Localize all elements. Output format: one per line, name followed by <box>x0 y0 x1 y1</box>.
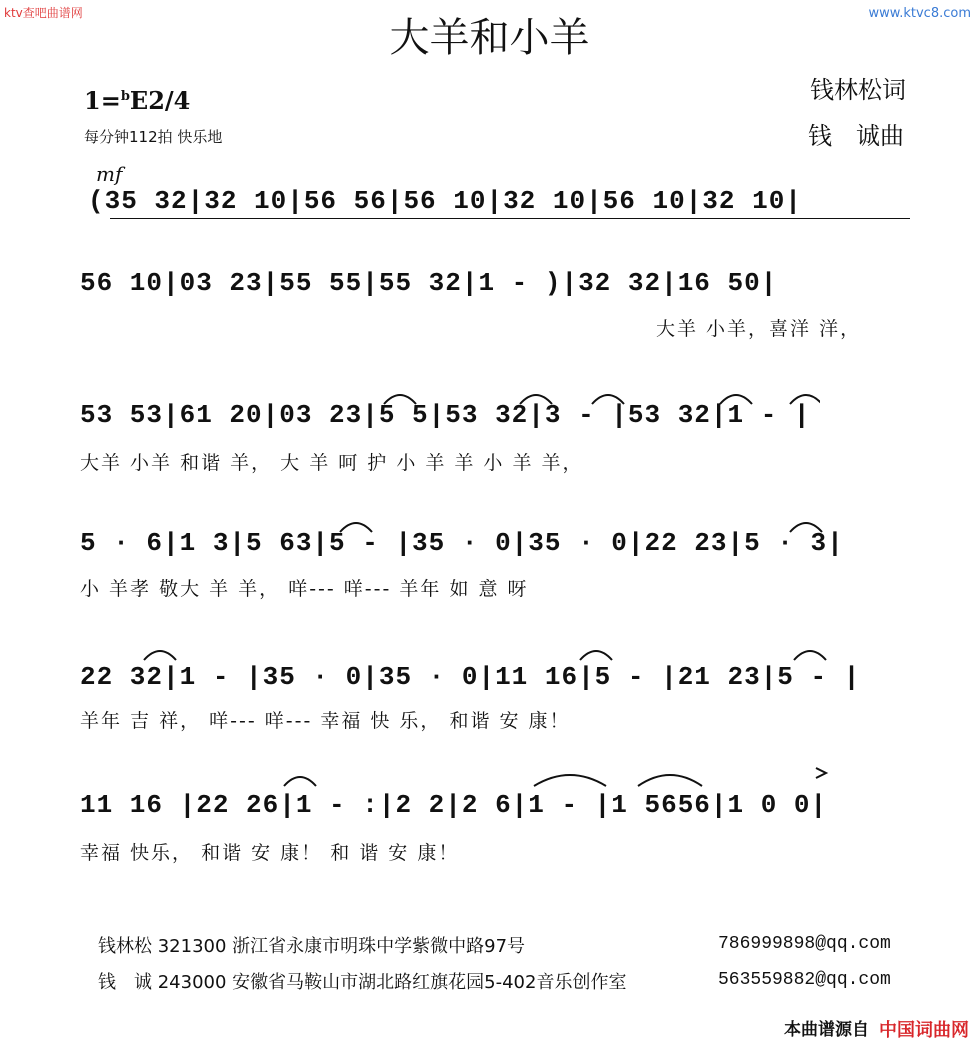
source-label: 本曲谱源自 <box>784 1020 869 1040</box>
score-line-4-lyrics: 小 羊孝 敬大 羊 羊， 咩--- 咩--- 羊年 如 意 呀 <box>80 578 529 600</box>
key-prefix: 1= <box>84 86 121 115</box>
composer-credit: 钱 诚曲 <box>808 122 904 150</box>
footer-lyricist-address: 钱林松 321300 浙江省永康市明珠中学紫微中路97号 <box>98 936 526 957</box>
score-line-1-notes: (35 32|32 10|56 56|56 10|32 10|56 10|32 10| <box>88 186 802 216</box>
source-site-link[interactable]: 中国词曲网 <box>879 1020 969 1041</box>
score-line-5-lyrics: 羊年 吉 祥， 咩--- 咩--- 幸福 快 乐， 和谐 安 康！ <box>80 710 571 732</box>
score-line-4-notes: 5 · 6|1 3|5 63|5 - |35 · 0|35 · 0|22 23|5 · 3| <box>80 528 844 558</box>
key-signature <box>84 86 190 115</box>
watermark-top-right: www.ktvc8.com <box>868 6 971 21</box>
underline-bar <box>110 218 910 219</box>
score-line-6-lyrics: 幸福 快乐， 和谐 安 康！ 和 谐 安 康！ <box>80 842 460 864</box>
score-line-5-notes: 22 32|1 - |35 · 0|35 · 0|11 16|5 - |21 23|5 - | <box>80 662 861 692</box>
slur-marks-line-5 <box>140 640 840 664</box>
footer-composer-address: 钱 诚 243000 安徽省马鞍山市湖北路红旗花园5-402音乐创作室 <box>98 972 627 993</box>
key-flat: b <box>120 89 130 104</box>
lyricist-credit: 钱林松词 <box>810 76 906 104</box>
score-line-2-lyrics: 大羊 小羊，喜洋 洋， <box>656 318 862 340</box>
key-rest: E2/4 <box>129 86 191 115</box>
dynamic-marking: mf <box>96 162 123 186</box>
score-line-3-lyrics: 大羊 小羊 和谐 羊， 大 羊 呵 护 小 羊 羊 小 羊 羊， <box>80 452 584 474</box>
tempo-marking: 每分钟112拍 快乐地 <box>84 128 223 146</box>
score-line-2-notes: 56 10|03 23|55 55|55 32|1 - )|32 32|16 50| <box>80 268 778 298</box>
score-line-3-notes: 53 53|61 20|03 23|5 5|53 32|3 - |53 32|1 - | <box>80 400 811 430</box>
footer-composer-email: 563559882@qq.com <box>718 970 891 990</box>
page-title: 大羊和小羊 <box>389 15 590 61</box>
watermark-top-left: ktv查吧曲谱网 <box>4 6 83 20</box>
score-line-6-notes: 11 16 |22 26|1 - :|2 2|2 6|1 - |1 5656|1 0 0| <box>80 790 828 820</box>
footer-lyricist-email: 786999898@qq.com <box>718 934 891 954</box>
